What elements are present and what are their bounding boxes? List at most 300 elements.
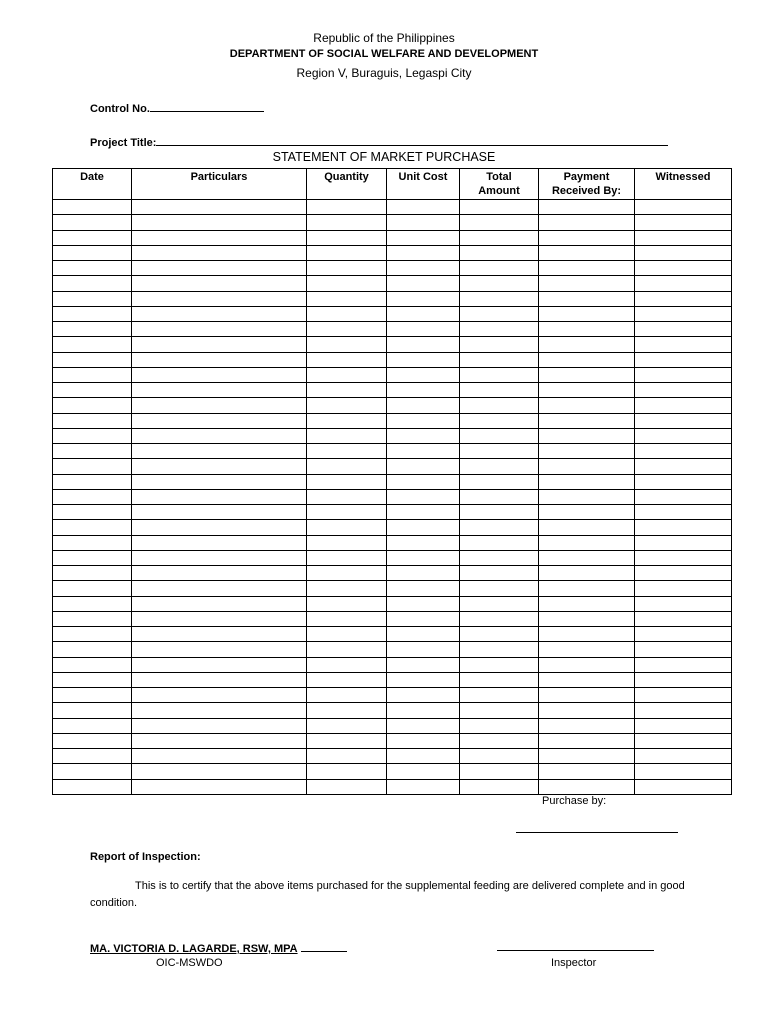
table-cell[interactable] (307, 489, 387, 504)
project-title-field[interactable] (90, 133, 668, 151)
table-cell[interactable] (132, 611, 307, 626)
table-cell[interactable] (53, 611, 132, 626)
table-cell[interactable] (307, 535, 387, 550)
table-cell[interactable] (387, 596, 460, 611)
table-cell[interactable] (460, 611, 539, 626)
table-cell[interactable] (387, 383, 460, 398)
table-cell[interactable] (307, 428, 387, 443)
table-body (53, 200, 732, 795)
table-cell[interactable] (53, 398, 132, 413)
table-cell[interactable] (132, 352, 307, 367)
table-cell[interactable] (635, 642, 732, 657)
table-cell[interactable] (460, 566, 539, 581)
table-row (53, 367, 732, 382)
table-cell[interactable] (460, 520, 539, 535)
table-cell[interactable] (460, 779, 539, 794)
table-cell[interactable] (387, 489, 460, 504)
table-cell[interactable] (132, 459, 307, 474)
table-cell[interactable] (53, 535, 132, 550)
table-cell[interactable] (307, 383, 387, 398)
table-cell[interactable] (132, 672, 307, 687)
table-cell[interactable] (53, 291, 132, 306)
table-cell[interactable] (539, 444, 635, 459)
table-cell[interactable] (387, 520, 460, 535)
table-cell[interactable] (539, 520, 635, 535)
table-cell[interactable] (132, 749, 307, 764)
table-cell[interactable] (53, 413, 132, 428)
table-cell[interactable] (635, 383, 732, 398)
table-cell[interactable] (460, 245, 539, 260)
table-cell[interactable] (387, 245, 460, 260)
table-cell[interactable] (53, 474, 132, 489)
table-cell[interactable] (539, 688, 635, 703)
table-row (53, 322, 732, 337)
table-cell[interactable] (132, 764, 307, 779)
inspector-signature-line[interactable] (497, 950, 654, 951)
table-cell[interactable] (387, 703, 460, 718)
table-cell[interactable] (460, 550, 539, 565)
table-cell[interactable] (387, 642, 460, 657)
table-cell[interactable] (53, 459, 132, 474)
table-cell[interactable] (460, 535, 539, 550)
table-cell[interactable] (307, 337, 387, 352)
project-title-blank[interactable] (156, 133, 668, 146)
table-cell[interactable] (460, 581, 539, 596)
table-cell[interactable] (635, 764, 732, 779)
table-cell[interactable] (635, 245, 732, 260)
table-cell[interactable] (307, 764, 387, 779)
table-cell[interactable] (635, 337, 732, 352)
table-cell[interactable] (539, 779, 635, 794)
table-cell[interactable] (53, 337, 132, 352)
control-no-blank[interactable] (150, 99, 264, 112)
table-cell[interactable] (307, 611, 387, 626)
table-cell[interactable] (635, 306, 732, 321)
table-row (53, 749, 732, 764)
table-cell[interactable] (53, 749, 132, 764)
table-cell[interactable] (307, 550, 387, 565)
table-cell[interactable] (307, 688, 387, 703)
col-header-payment-text: Payment Received By: (551, 171, 622, 197)
table-cell[interactable] (635, 428, 732, 443)
table-cell[interactable] (460, 672, 539, 687)
table-cell[interactable] (539, 245, 635, 260)
col-header-particulars: Particulars (132, 169, 307, 200)
table-cell[interactable] (460, 688, 539, 703)
table-cell[interactable] (460, 367, 539, 382)
table-cell[interactable] (539, 276, 635, 291)
inspector-title: Inspector (551, 957, 597, 969)
table-cell[interactable] (635, 611, 732, 626)
table-cell[interactable] (460, 749, 539, 764)
table-cell[interactable] (539, 413, 635, 428)
table-cell[interactable] (387, 352, 460, 367)
table-cell[interactable] (53, 733, 132, 748)
table-cell[interactable] (132, 596, 307, 611)
left-signatory-title: OIC-MSWDO (156, 957, 223, 969)
table-cell[interactable] (53, 261, 132, 276)
table-cell[interactable] (387, 718, 460, 733)
table-cell[interactable] (460, 703, 539, 718)
table-cell[interactable] (307, 306, 387, 321)
table-cell[interactable] (307, 703, 387, 718)
table-cell[interactable] (53, 444, 132, 459)
table-cell[interactable] (635, 352, 732, 367)
table-cell[interactable] (460, 200, 539, 215)
table-row (53, 245, 732, 260)
table-cell[interactable] (460, 657, 539, 672)
table-cell[interactable] (387, 261, 460, 276)
table-cell[interactable] (387, 367, 460, 382)
table-cell[interactable] (387, 627, 460, 642)
table-cell[interactable] (132, 505, 307, 520)
table-cell[interactable] (387, 459, 460, 474)
table-cell[interactable] (307, 505, 387, 520)
table-cell[interactable] (53, 352, 132, 367)
table-cell[interactable] (307, 444, 387, 459)
table-cell[interactable] (635, 444, 732, 459)
table-cell[interactable] (635, 657, 732, 672)
table-cell[interactable] (635, 489, 732, 504)
table-cell[interactable] (132, 444, 307, 459)
table-cell[interactable] (53, 764, 132, 779)
table-cell[interactable] (53, 550, 132, 565)
table-cell[interactable] (53, 276, 132, 291)
table-cell[interactable] (307, 627, 387, 642)
table-cell[interactable] (635, 505, 732, 520)
table-cell[interactable] (53, 779, 132, 794)
table-cell[interactable] (307, 200, 387, 215)
table-cell[interactable] (53, 566, 132, 581)
table-cell[interactable] (307, 779, 387, 794)
table-cell[interactable] (307, 352, 387, 367)
table-cell[interactable] (460, 489, 539, 504)
table-cell[interactable] (387, 535, 460, 550)
table-cell[interactable] (307, 322, 387, 337)
table-cell[interactable] (460, 276, 539, 291)
table-cell[interactable] (53, 428, 132, 443)
table-cell[interactable] (132, 703, 307, 718)
table-cell[interactable] (132, 627, 307, 642)
table-cell[interactable] (53, 581, 132, 596)
table-row (53, 444, 732, 459)
table-cell[interactable] (307, 215, 387, 230)
table-cell[interactable] (460, 444, 539, 459)
table-cell[interactable] (132, 520, 307, 535)
table-cell[interactable] (387, 611, 460, 626)
table-cell[interactable] (460, 230, 539, 245)
table-cell[interactable] (635, 367, 732, 382)
table-cell[interactable] (387, 550, 460, 565)
table-cell[interactable] (53, 215, 132, 230)
table-cell[interactable] (539, 230, 635, 245)
table-cell[interactable] (53, 718, 132, 733)
table-cell[interactable] (307, 566, 387, 581)
table-cell[interactable] (539, 596, 635, 611)
table-cell[interactable] (132, 474, 307, 489)
table-cell[interactable] (539, 459, 635, 474)
table-cell[interactable] (460, 215, 539, 230)
table-cell[interactable] (132, 428, 307, 443)
table-cell[interactable] (460, 428, 539, 443)
purchase-by-signature-line[interactable] (516, 832, 678, 833)
table-cell[interactable] (307, 245, 387, 260)
table-cell[interactable] (387, 322, 460, 337)
table-cell[interactable] (539, 383, 635, 398)
table-cell[interactable] (539, 535, 635, 550)
table-cell[interactable] (635, 581, 732, 596)
table-cell[interactable] (387, 779, 460, 794)
table-cell[interactable] (387, 200, 460, 215)
table-cell[interactable] (387, 398, 460, 413)
table-cell[interactable] (635, 230, 732, 245)
table-cell[interactable] (539, 764, 635, 779)
table-cell[interactable] (132, 383, 307, 398)
table-cell[interactable] (635, 276, 732, 291)
table-cell[interactable] (132, 550, 307, 565)
table-cell[interactable] (132, 291, 307, 306)
table-cell[interactable] (132, 642, 307, 657)
table-cell[interactable] (635, 474, 732, 489)
table-cell[interactable] (132, 230, 307, 245)
table-cell[interactable] (460, 383, 539, 398)
table-row (53, 779, 732, 794)
table-cell[interactable] (460, 413, 539, 428)
table-cell[interactable] (460, 596, 539, 611)
table-cell[interactable] (539, 474, 635, 489)
table-cell[interactable] (132, 398, 307, 413)
table-cell[interactable] (539, 566, 635, 581)
table-cell[interactable] (539, 749, 635, 764)
table-cell[interactable] (307, 596, 387, 611)
table-cell[interactable] (635, 520, 732, 535)
table-cell[interactable] (307, 459, 387, 474)
table-cell[interactable] (635, 322, 732, 337)
table-cell[interactable] (387, 657, 460, 672)
table-cell[interactable] (387, 306, 460, 321)
table-row (53, 657, 732, 672)
table-cell[interactable] (460, 398, 539, 413)
table-cell[interactable] (539, 398, 635, 413)
table-cell[interactable] (635, 200, 732, 215)
table-cell[interactable] (460, 627, 539, 642)
table-cell[interactable] (53, 306, 132, 321)
table-cell[interactable] (387, 413, 460, 428)
table-cell[interactable] (460, 459, 539, 474)
table-cell[interactable] (307, 398, 387, 413)
table-cell[interactable] (460, 291, 539, 306)
table-row (53, 718, 732, 733)
table-row (53, 428, 732, 443)
table-cell[interactable] (387, 215, 460, 230)
table-cell[interactable] (307, 749, 387, 764)
table-cell[interactable] (132, 489, 307, 504)
table-cell[interactable] (132, 215, 307, 230)
table-cell[interactable] (307, 261, 387, 276)
table-cell[interactable] (635, 261, 732, 276)
table-cell[interactable] (460, 322, 539, 337)
table-cell[interactable] (307, 672, 387, 687)
table-cell[interactable] (387, 230, 460, 245)
table-cell[interactable] (53, 688, 132, 703)
table-cell[interactable] (307, 276, 387, 291)
table-cell[interactable] (132, 779, 307, 794)
table-cell[interactable] (53, 200, 132, 215)
table-cell[interactable] (132, 245, 307, 260)
table-cell[interactable] (387, 291, 460, 306)
report-heading: Report of Inspection: (90, 851, 201, 863)
table-cell[interactable] (460, 352, 539, 367)
table-cell[interactable] (132, 733, 307, 748)
table-cell[interactable] (53, 596, 132, 611)
table-cell[interactable] (635, 398, 732, 413)
table-cell[interactable] (132, 337, 307, 352)
table-cell[interactable] (53, 383, 132, 398)
table-cell[interactable] (539, 733, 635, 748)
table-cell[interactable] (635, 672, 732, 687)
table-cell[interactable] (307, 413, 387, 428)
table-cell[interactable] (460, 718, 539, 733)
table-cell[interactable] (539, 718, 635, 733)
table-cell[interactable] (53, 489, 132, 504)
table-cell[interactable] (307, 291, 387, 306)
table-cell[interactable] (539, 367, 635, 382)
table-cell[interactable] (539, 261, 635, 276)
table-cell[interactable] (635, 566, 732, 581)
table-row (53, 581, 732, 596)
table-cell[interactable] (53, 627, 132, 642)
table-cell[interactable] (53, 672, 132, 687)
table-cell[interactable] (307, 642, 387, 657)
table-cell[interactable] (460, 505, 539, 520)
table-cell[interactable] (387, 566, 460, 581)
table-cell[interactable] (132, 367, 307, 382)
table-cell[interactable] (307, 230, 387, 245)
table-cell[interactable] (539, 489, 635, 504)
table-cell[interactable] (539, 337, 635, 352)
table-cell[interactable] (539, 627, 635, 642)
table-cell[interactable] (387, 337, 460, 352)
table-cell[interactable] (387, 505, 460, 520)
table-cell[interactable] (387, 672, 460, 687)
table-cell[interactable] (387, 749, 460, 764)
table-cell[interactable] (460, 764, 539, 779)
table-cell[interactable] (132, 581, 307, 596)
table-cell[interactable] (635, 215, 732, 230)
table-cell[interactable] (132, 566, 307, 581)
table-cell[interactable] (635, 733, 732, 748)
table-cell[interactable] (635, 627, 732, 642)
table-cell[interactable] (307, 733, 387, 748)
table-cell[interactable] (539, 306, 635, 321)
table-row (53, 596, 732, 611)
table-cell[interactable] (635, 749, 732, 764)
table-cell[interactable] (53, 230, 132, 245)
table-cell[interactable] (539, 611, 635, 626)
table-cell[interactable] (635, 596, 732, 611)
table-cell[interactable] (460, 306, 539, 321)
table-cell[interactable] (539, 505, 635, 520)
table-cell[interactable] (387, 474, 460, 489)
table-cell[interactable] (387, 428, 460, 443)
table-cell[interactable] (539, 672, 635, 687)
table-cell[interactable] (539, 642, 635, 657)
table-cell[interactable] (307, 367, 387, 382)
table-cell[interactable] (387, 764, 460, 779)
table-cell[interactable] (132, 261, 307, 276)
table-cell[interactable] (635, 718, 732, 733)
table-cell[interactable] (132, 688, 307, 703)
table-cell[interactable] (539, 581, 635, 596)
table-cell[interactable] (460, 733, 539, 748)
table-cell[interactable] (132, 200, 307, 215)
table-cell[interactable] (539, 657, 635, 672)
table-cell[interactable] (539, 550, 635, 565)
table-cell[interactable] (307, 520, 387, 535)
table-cell[interactable] (53, 322, 132, 337)
table-cell[interactable] (307, 657, 387, 672)
table-cell[interactable] (539, 215, 635, 230)
table-cell[interactable] (635, 550, 732, 565)
table-cell[interactable] (307, 474, 387, 489)
table-row (53, 627, 732, 642)
table-row (53, 703, 732, 718)
table-cell[interactable] (307, 581, 387, 596)
table-cell[interactable] (460, 474, 539, 489)
table-cell[interactable] (635, 688, 732, 703)
table-cell[interactable] (460, 642, 539, 657)
table-cell[interactable] (132, 276, 307, 291)
table-cell[interactable] (387, 444, 460, 459)
table-cell[interactable] (132, 718, 307, 733)
table-cell[interactable] (635, 703, 732, 718)
table-cell[interactable] (387, 733, 460, 748)
table-cell[interactable] (53, 245, 132, 260)
table-cell[interactable] (132, 306, 307, 321)
table-cell[interactable] (53, 642, 132, 657)
table-cell[interactable] (53, 367, 132, 382)
table-cell[interactable] (307, 718, 387, 733)
table-cell[interactable] (53, 505, 132, 520)
table-cell[interactable] (53, 657, 132, 672)
table-cell[interactable] (387, 688, 460, 703)
table-cell[interactable] (539, 428, 635, 443)
table-cell[interactable] (539, 703, 635, 718)
table-cell[interactable] (132, 535, 307, 550)
control-no-field[interactable] (90, 99, 264, 117)
table-cell[interactable] (539, 291, 635, 306)
table-cell[interactable] (387, 581, 460, 596)
table-cell[interactable] (539, 352, 635, 367)
col-header-quantity: Quantity (307, 169, 387, 200)
table-cell[interactable] (387, 276, 460, 291)
table-cell[interactable] (635, 779, 732, 794)
col-header-total-amount (460, 169, 539, 200)
table-cell[interactable] (539, 322, 635, 337)
table-cell[interactable] (635, 459, 732, 474)
table-cell[interactable] (53, 520, 132, 535)
table-cell[interactable] (460, 337, 539, 352)
table-cell[interactable] (132, 322, 307, 337)
table-cell[interactable] (635, 291, 732, 306)
table-cell[interactable] (635, 535, 732, 550)
table-cell[interactable] (635, 413, 732, 428)
table-cell[interactable] (53, 703, 132, 718)
table-cell[interactable] (132, 657, 307, 672)
table-cell[interactable] (539, 200, 635, 215)
table-cell[interactable] (132, 413, 307, 428)
table-cell[interactable] (460, 261, 539, 276)
